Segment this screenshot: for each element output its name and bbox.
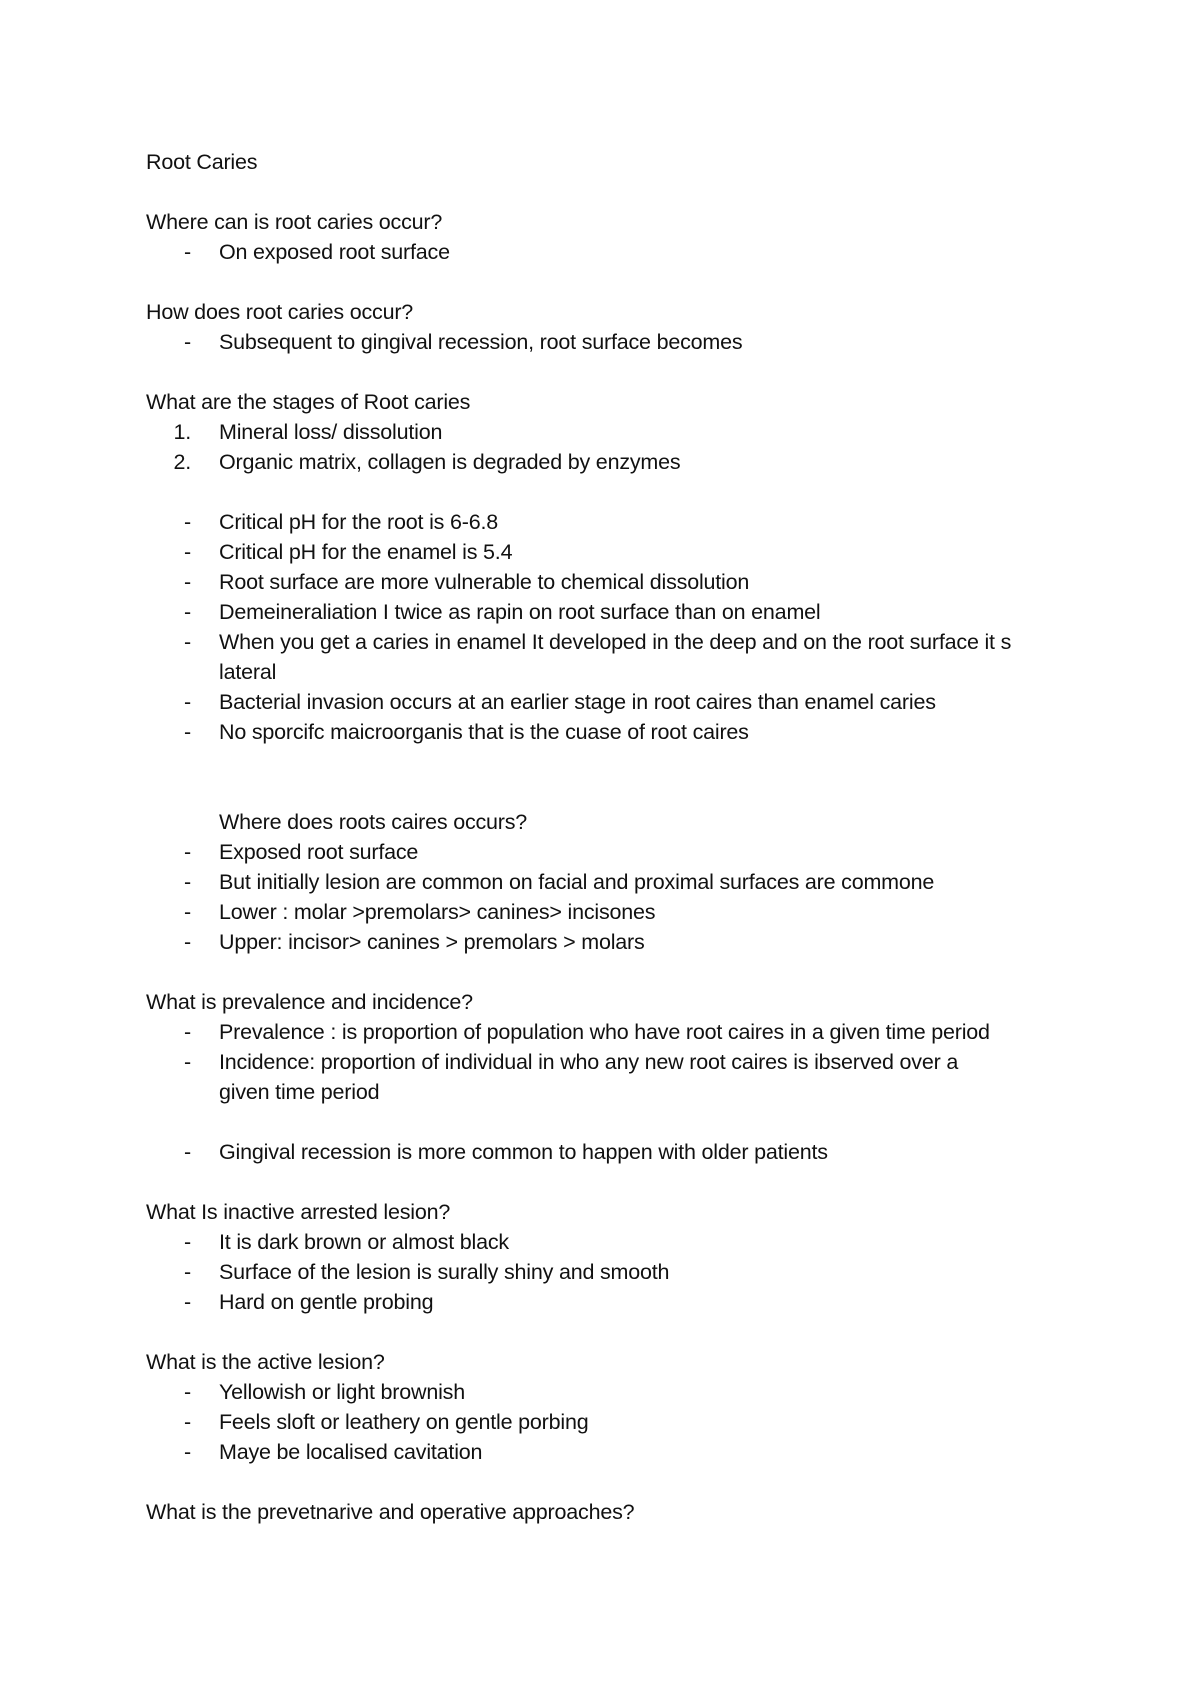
- bullet-marker: -: [184, 690, 191, 714]
- bullet-marker: -: [184, 870, 191, 894]
- bullet-text-continued: given time period: [219, 1080, 380, 1104]
- bullet-text: Yellowish or light brownish: [219, 1380, 465, 1404]
- bullet-text: It is dark brown or almost black: [219, 1230, 509, 1254]
- numbered-text: Mineral loss/ dissolution: [219, 420, 443, 444]
- bullet-marker: -: [184, 570, 191, 594]
- bullet-text: No sporcifc maicroorganis that is the cuase of root caires: [219, 720, 749, 744]
- bullet-marker: -: [184, 630, 191, 654]
- bullet-marker: -: [184, 840, 191, 864]
- bullet-text: Maye be localised cavitation: [219, 1440, 483, 1464]
- bullet-marker: -: [184, 1440, 191, 1464]
- bullet-text: Incidence: proportion of individual in who any new root caires is ibserved over a: [219, 1050, 959, 1074]
- bullet-marker: -: [184, 1260, 191, 1284]
- document-title: Root Caries: [146, 150, 258, 174]
- bullet-text: Bacterial invasion occurs at an earlier stage in root caires than enamel caries: [219, 690, 936, 714]
- number-marker: 2.: [173, 450, 191, 474]
- bullet-marker: -: [184, 1290, 191, 1314]
- bullet-marker: -: [184, 510, 191, 534]
- question-where-roots-caires: Where does roots caires occurs?: [219, 810, 528, 834]
- bullet-text: Feels sloft or leathery on gentle porbing: [219, 1410, 589, 1434]
- bullet-marker: -: [184, 1230, 191, 1254]
- bullet-text: Critical pH for the root is 6-6.8: [219, 510, 498, 534]
- bullet-marker: -: [184, 600, 191, 624]
- bullet-text: Upper: incisor> canines > premolars > molars: [219, 930, 645, 954]
- bullet-text: Critical pH for the enamel is 5.4: [219, 540, 513, 564]
- bullet-marker: -: [184, 1140, 191, 1164]
- bullet-text: Gingival recession is more common to happen with older patients: [219, 1140, 828, 1164]
- bullet-text: Lower : molar >premolars> canines> incisones: [219, 900, 656, 924]
- bullet-marker: -: [184, 540, 191, 564]
- bullet-text: Subsequent to gingival recession, root surface becomes: [219, 330, 743, 354]
- bullet-text: Prevalence : is proportion of population who have root caires in a given time period: [219, 1020, 990, 1044]
- bullet-text: On exposed root surface: [219, 240, 450, 264]
- bullet-marker: -: [184, 1380, 191, 1404]
- question-how-root-caries: How does root caries occur?: [146, 300, 414, 324]
- bullet-marker: -: [184, 720, 191, 744]
- bullet-text-continued: lateral: [219, 660, 277, 684]
- bullet-marker: -: [184, 1020, 191, 1044]
- bullet-marker: -: [184, 240, 191, 264]
- question-prevalence-incidence: What is prevalence and incidence?: [146, 990, 473, 1014]
- bullet-text: Root surface are more vulnerable to chemical dissolution: [219, 570, 750, 594]
- bullet-text: Exposed root surface: [219, 840, 419, 864]
- question-stages: What are the stages of Root caries: [146, 390, 471, 414]
- bullet-text: When you get a caries in enamel It developed in the deep and on the root surface it s: [219, 630, 1012, 654]
- question-approaches: What is the prevetnarive and operative approaches?: [146, 1500, 635, 1524]
- bullet-marker: -: [184, 1410, 191, 1434]
- question-inactive-lesion: What Is inactive arrested lesion?: [146, 1200, 451, 1224]
- bullet-marker: -: [184, 930, 191, 954]
- numbered-text: Organic matrix, collagen is degraded by enzymes: [219, 450, 681, 474]
- bullet-marker: -: [184, 900, 191, 924]
- bullet-text: Demeineraliation I twice as rapin on root surface than on enamel: [219, 600, 821, 624]
- number-marker: 1.: [173, 420, 191, 444]
- bullet-marker: -: [184, 330, 191, 354]
- bullet-text: But initially lesion are common on facial and proximal surfaces are commone: [219, 870, 935, 894]
- question-active-lesion: What is the active lesion?: [146, 1350, 385, 1374]
- bullet-text: Surface of the lesion is surally shiny and smooth: [219, 1260, 670, 1284]
- bullet-marker: -: [184, 1050, 191, 1074]
- bullet-text: Hard on gentle probing: [219, 1290, 434, 1314]
- question-where-root-caries: Where can is root caries occur?: [146, 210, 443, 234]
